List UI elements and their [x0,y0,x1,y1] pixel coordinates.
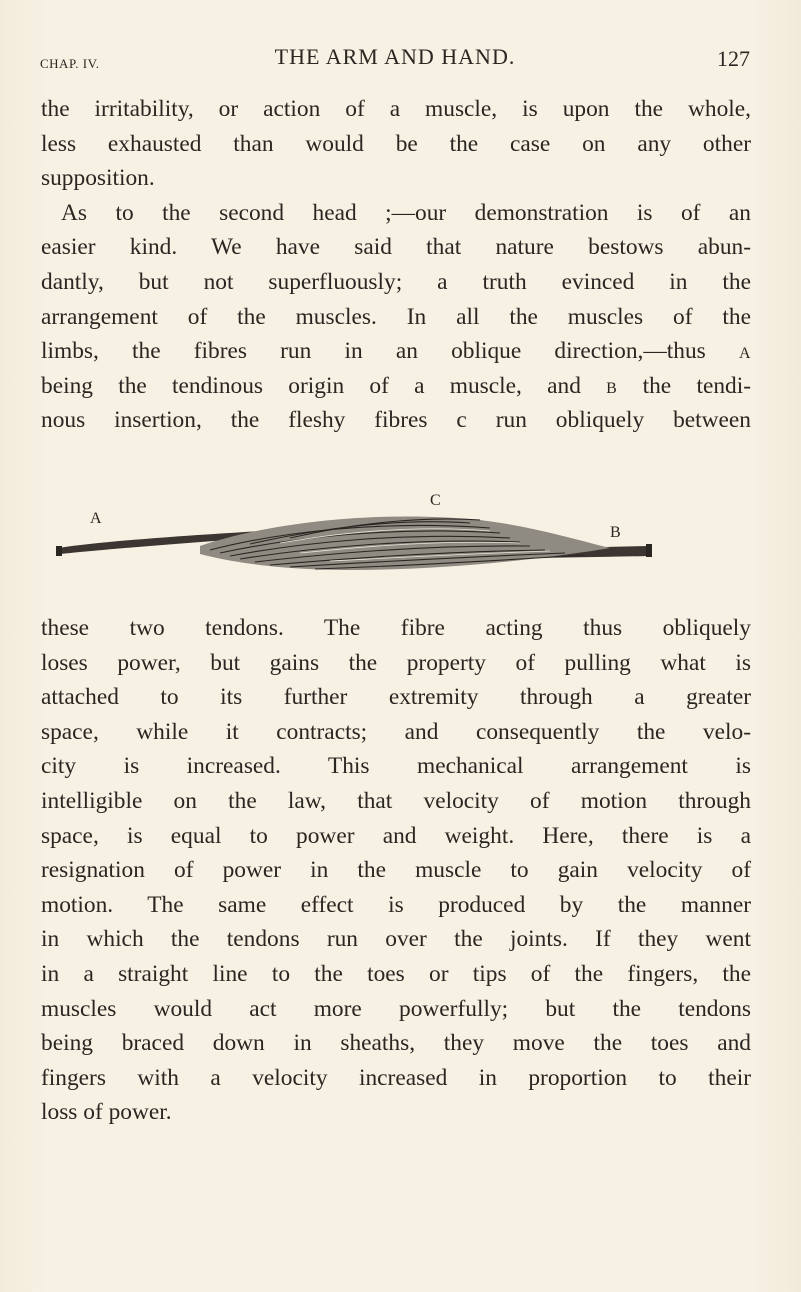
text-line: in which the tendons run over the joints. If they went [41,926,751,953]
text-line: less exhausted than would be the case on any other [41,130,751,157]
text-line: fingers with a velocity increased in proportion to their [41,1064,751,1091]
text-block-lower [41,611,751,1130]
figure-label-c: C [430,492,441,509]
reference-letter-a: A [738,345,751,363]
text-block-upper [41,92,751,438]
insertion-end-mark [646,544,652,557]
text-line: easier kind. We have said that nature bestows abun- [41,234,751,261]
text-line: motion. The same effect is produced by the manner [41,891,751,918]
running-head [40,44,750,74]
chapter-label: CHAP. IV. [40,56,100,71]
text-line: space, is equal to power and weight. Here, there is a [41,822,751,849]
text-line: supposition. [41,165,155,192]
reference-letter-b: B [606,379,618,397]
text-line: nous insertion, the fleshy fibres c run obliquely between [41,407,751,434]
text-line: arrangement of the muscles. In all the muscles of the [41,303,751,330]
text-line: space, while it contracts; and consequently the velo- [41,718,751,745]
text-fragment: the tendi- [642,372,751,399]
figure-label-a: A [90,510,102,527]
running-title: THE ARM AND HAND. [274,44,516,69]
text-line: resignation of power in the muscle to gain velocity of [41,857,751,884]
text-line: these two tendons. The fibre acting thus obliquely [41,615,751,641]
text-line: city is increased. This mechanical arrangement is [41,753,751,780]
muscle-diagram [50,498,660,578]
text-line: loss of power. [41,1099,172,1126]
figure-label-b: B [610,524,621,541]
page-number: 127 [717,46,750,71]
text-line: loses power, but gains the property of pulling what is [41,649,751,676]
text-fragment: being the tendinous origin of a muscle, and [41,372,581,399]
text-line: being braced down in sheaths, they move the toes and [41,1030,751,1057]
text-line: in a straight line to the toes or tips of the fingers, the [41,960,751,987]
text-line: muscles would act more powerfully; but the tendons [41,995,751,1022]
text-line-with-letter [41,369,751,404]
text-fragment: limbs, the fibres run in an oblique direction,—thus [41,338,706,365]
text-line: attached to its further extremity through a greater [41,684,751,711]
text-line: intelligible on the law, that velocity of motion through [41,787,751,814]
origin-end-mark [56,546,62,556]
muscle-fibre-figure [50,492,660,578]
muscle-belly [200,516,610,570]
text-line: dantly, but not superfluously; a truth evinced in the [41,268,751,295]
text-line-with-letter [41,334,751,369]
text-line: As to the second head ;—our demonstration is of an [61,199,751,226]
text-line: the irritability, or action of a muscle, is upon the whole, [41,96,751,122]
